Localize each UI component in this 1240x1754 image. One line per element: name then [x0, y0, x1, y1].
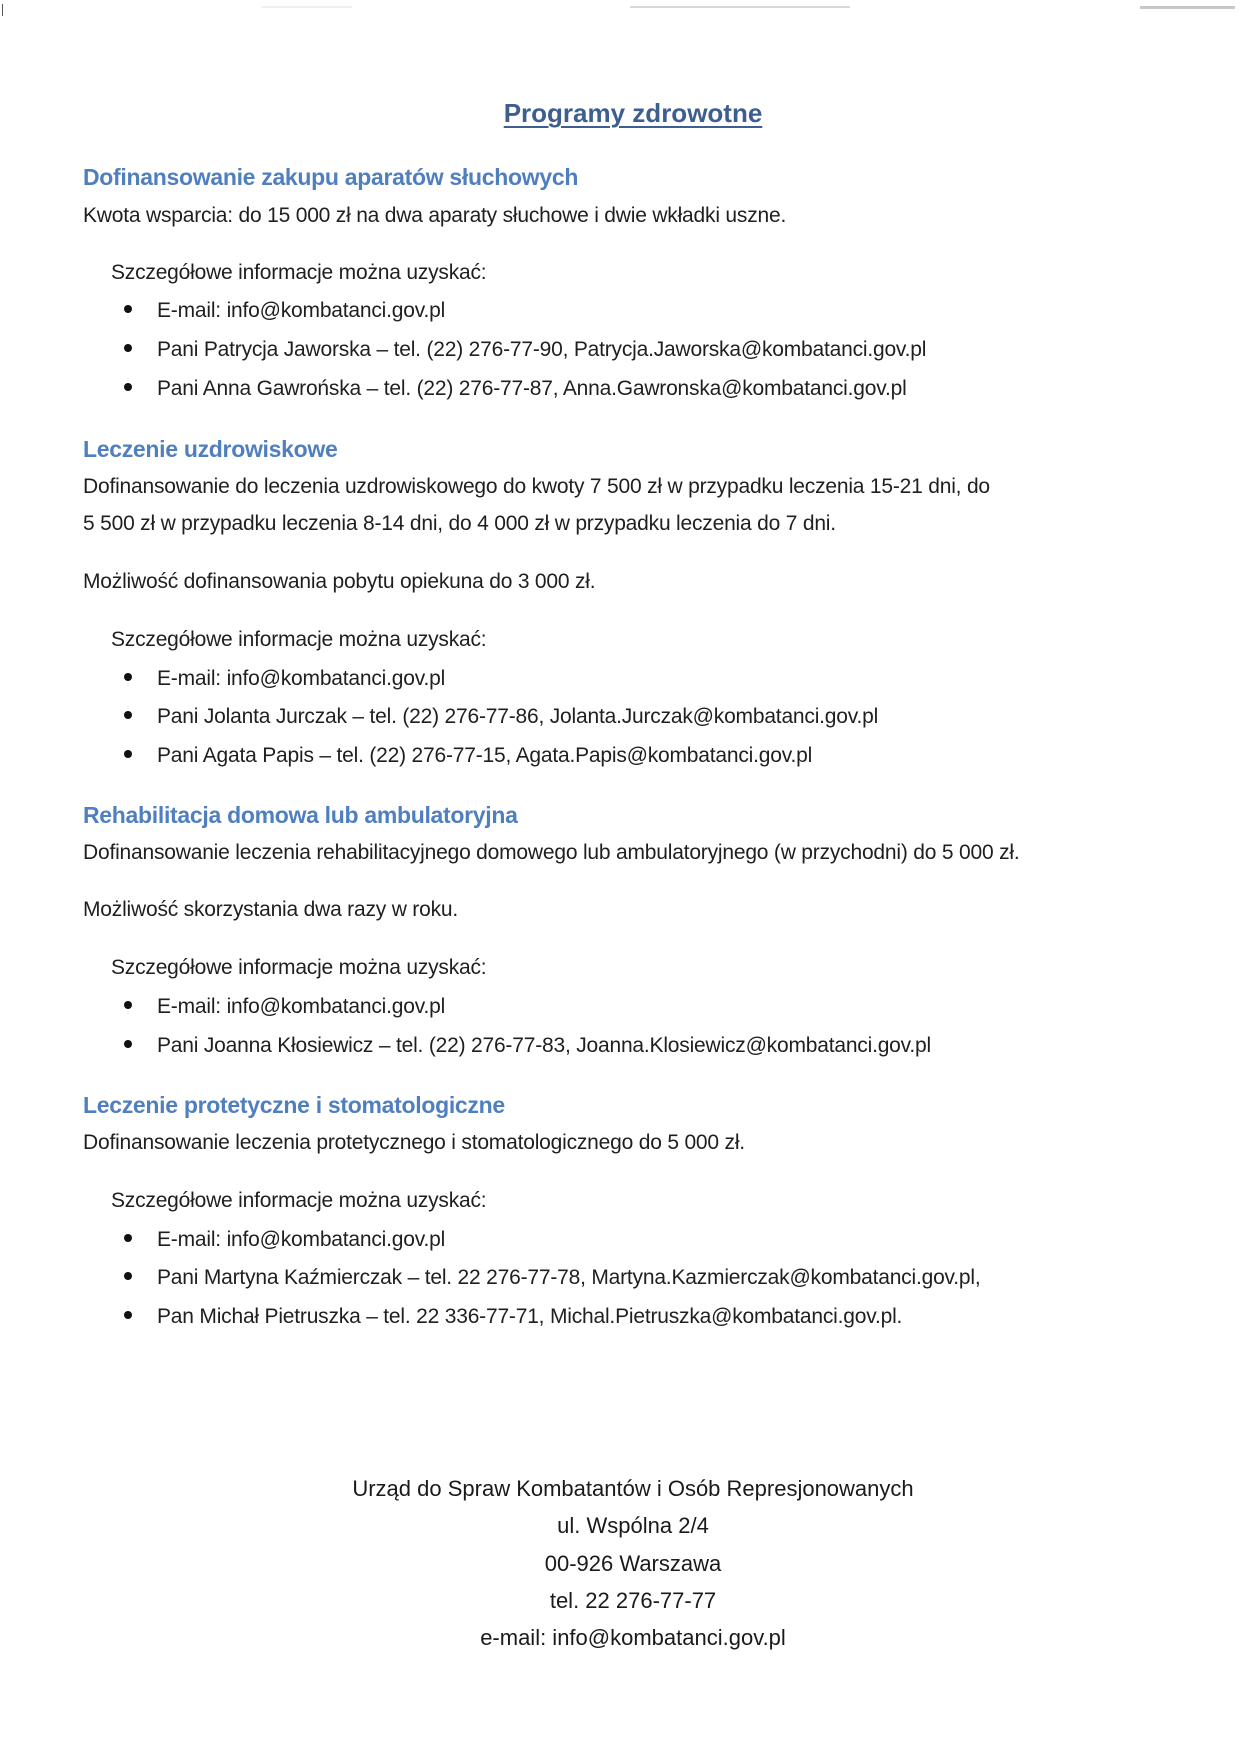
bullet-icon	[124, 711, 132, 719]
footer-email: e-mail: info@kombatanci.gov.pl	[480, 1625, 786, 1650]
contact-item	[124, 744, 812, 768]
section-heading: Leczenie uzdrowiskowe	[83, 436, 338, 462]
contact-item	[124, 667, 445, 691]
info-label: Szczegółowe informacje można uzyskać:	[111, 1189, 487, 1212]
contact-item	[124, 1305, 902, 1329]
footer-organization: Urząd do Spraw Kombatantów i Osób Represjonowanych	[352, 1476, 914, 1501]
scan-edge-mark	[262, 6, 352, 8]
contact-text: Pani Martyna Kaźmierczak – tel. 22 276-77-78, Martyna.Kazmierczak@kombatanci.gov.pl,	[157, 1266, 981, 1289]
section-heading: Leczenie protetyczne i stomatologiczne	[83, 1092, 505, 1118]
bullet-icon	[124, 1040, 132, 1048]
bullet-icon	[124, 1311, 132, 1319]
section-paragraph: Dofinansowanie do leczenia uzdrowiskowego do kwoty 7 500 zł w przypadku leczenia 15-21 dni, do	[83, 475, 990, 498]
section-paragraph: Możliwość skorzystania dwa razy w roku.	[83, 898, 458, 921]
contact-item	[124, 299, 445, 323]
footer-street: ul. Wspólna 2/4	[557, 1513, 709, 1538]
bullet-icon	[124, 383, 132, 391]
contact-item	[124, 338, 926, 362]
contact-item	[124, 995, 445, 1019]
info-label: Szczegółowe informacje można uzyskać:	[111, 261, 487, 284]
contact-item	[124, 705, 878, 729]
section-paragraph: 5 500 zł w przypadku leczenia 8-14 dni, do 4 000 zł w przypadku leczenia do 7 dni.	[83, 512, 836, 535]
contact-item	[124, 1034, 931, 1058]
contact-text: E-mail: info@kombatanci.gov.pl	[157, 667, 446, 690]
contact-item	[124, 1228, 445, 1252]
section-paragraph: Dofinansowanie leczenia rehabilitacyjnego domowego lub ambulatoryjnego (w przychodni) do 5 000 zł.	[83, 841, 1020, 864]
contact-text: Pani Agata Papis – tel. (22) 276-77-15, Agata.Papis@kombatanci.gov.pl	[157, 744, 813, 767]
section-heading: Rehabilitacja domowa lub ambulatoryjna	[83, 802, 518, 828]
scan-edge-mark	[1140, 6, 1235, 9]
info-label: Szczegółowe informacje można uzyskać:	[111, 956, 487, 979]
contact-text: E-mail: info@kombatanci.gov.pl	[157, 995, 446, 1018]
contact-text: E-mail: info@kombatanci.gov.pl	[157, 1228, 446, 1251]
page-title: Programy zdrowotne	[503, 98, 763, 128]
section-heading: Dofinansowanie zakupu aparatów słuchowych	[83, 164, 579, 190]
section-paragraph: Dofinansowanie leczenia protetycznego i stomatologicznego do 5 000 zł.	[83, 1131, 745, 1154]
section-paragraph: Możliwość dofinansowania pobytu opiekuna do 3 000 zł.	[83, 570, 596, 593]
contact-item	[124, 1266, 981, 1290]
contact-text: Pani Patrycja Jaworska – tel. (22) 276-77-90, Patrycja.Jaworska@kombatanci.gov.pl	[157, 338, 927, 361]
bullet-icon	[124, 344, 132, 352]
contact-text: Pani Jolanta Jurczak – tel. (22) 276-77-86, Jolanta.Jurczak@kombatanci.gov.pl	[157, 705, 879, 728]
contact-item	[124, 377, 907, 401]
scan-edge-mark	[2, 4, 3, 16]
bullet-icon	[124, 1272, 132, 1280]
contact-text: Pani Joanna Kłosiewicz – tel. (22) 276-77-83, Joanna.Klosiewicz@kombatanci.gov.pl	[157, 1034, 931, 1057]
bullet-icon	[124, 1001, 132, 1009]
bullet-icon	[124, 750, 132, 758]
contact-text: E-mail: info@kombatanci.gov.pl	[157, 299, 446, 322]
bullet-icon	[124, 305, 132, 313]
contact-text: Pani Anna Gawrońska – tel. (22) 276-77-87, Anna.Gawronska@kombatanci.gov.pl	[157, 377, 907, 400]
section-paragraph: Kwota wsparcia: do 15 000 zł na dwa aparaty słuchowe i dwie wkładki uszne.	[83, 204, 787, 227]
footer-city: 00-926 Warszawa	[544, 1551, 722, 1576]
bullet-icon	[124, 673, 132, 681]
bullet-icon	[124, 1234, 132, 1242]
contact-text: Pan Michał Pietruszka – tel. 22 336-77-71, Michal.Pietruszka@kombatanci.gov.pl.	[157, 1305, 903, 1328]
scan-edge-mark	[630, 6, 850, 8]
info-label: Szczegółowe informacje można uzyskać:	[111, 628, 487, 651]
footer-phone: tel. 22 276-77-77	[549, 1588, 717, 1613]
